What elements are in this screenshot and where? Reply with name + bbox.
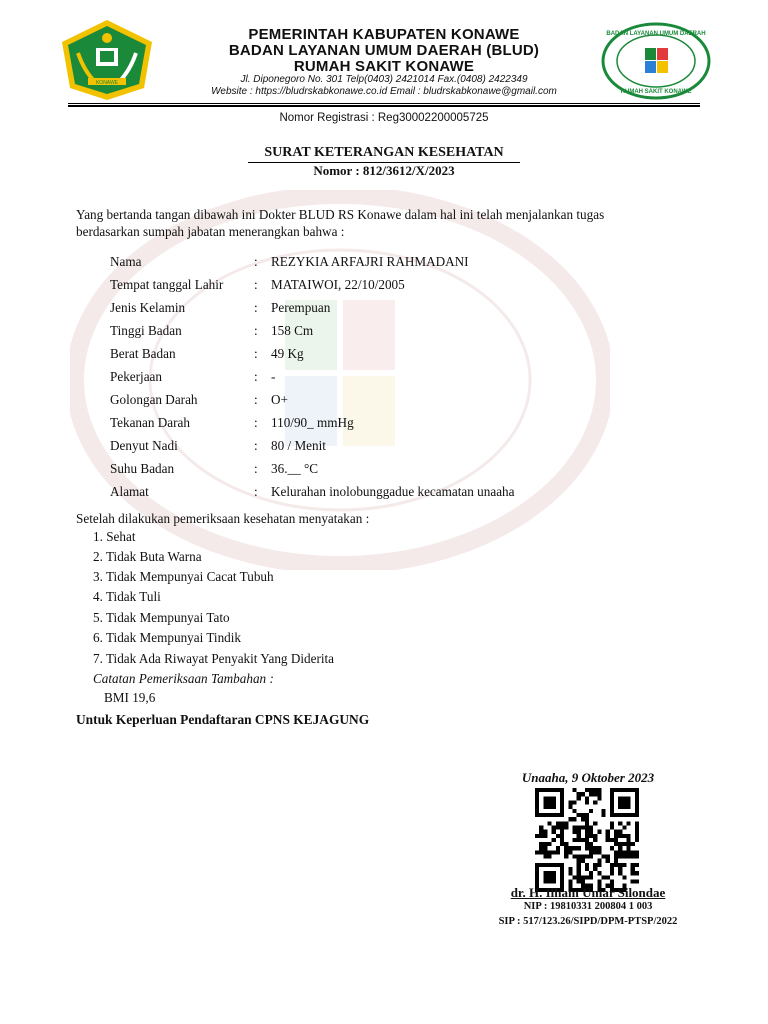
doctor-sip: SIP : 517/123.26/SIPD/DPM-PTSP/2022 bbox=[498, 916, 678, 927]
purpose-statement: Untuk Keperluan Pendaftaran CPNS KEJAGUNG bbox=[76, 712, 370, 727]
list-item: 6. Tidak Mempunyai Tindik bbox=[93, 630, 242, 645]
doctor-nip: NIP : 19810331 200804 1 003 bbox=[523, 901, 653, 912]
field-label: Tinggi Badan bbox=[110, 323, 182, 338]
intro-line-2: berdasarkan sumpah jabatan menerangkan bahwa : bbox=[76, 224, 345, 239]
field-value: O+ bbox=[271, 392, 288, 407]
field-colon: : bbox=[254, 461, 258, 476]
field-colon: : bbox=[254, 300, 258, 315]
field-colon: : bbox=[254, 254, 258, 269]
field-label: Nama bbox=[110, 254, 142, 269]
bmi-value: BMI 19,6 bbox=[104, 690, 156, 705]
field-value: Kelurahan inolobunggadue kecamatan unaaha bbox=[271, 484, 515, 499]
list-item: 2. Tidak Buta Warna bbox=[93, 549, 202, 564]
field-label: Alamat bbox=[110, 484, 149, 499]
field-colon: : bbox=[254, 484, 258, 499]
document-number: Nomor : 812/3612/X/2023 bbox=[313, 163, 455, 178]
field-label: Tempat tanggal Lahir bbox=[110, 277, 224, 292]
field-colon: : bbox=[254, 346, 258, 361]
field-value: - bbox=[271, 369, 276, 384]
list-item: 7. Tidak Ada Riwayat Penyakit Yang Diderita bbox=[93, 651, 335, 666]
field-label: Denyut Nadi bbox=[110, 438, 178, 453]
place-date: Unaaha, 9 Oktober 2023 bbox=[521, 770, 655, 785]
field-label: Suhu Badan bbox=[110, 461, 175, 476]
header-hospital: RUMAH SAKIT KONAWE bbox=[293, 58, 475, 75]
header-contact: Website : https://bludrskabkonawe.co.id Email : bludrskabkonawe@gmail.com bbox=[211, 86, 557, 97]
field-value: 110/90_ mmHg bbox=[271, 415, 354, 430]
field-label: Pekerjaan bbox=[110, 369, 162, 384]
field-label: Berat Badan bbox=[110, 346, 176, 361]
svg-text:BADAN LAYANAN UMUM DAERAH: BADAN LAYANAN UMUM DAERAH bbox=[606, 31, 706, 37]
doctor-name: dr. H. Ilham Umar Silondae bbox=[510, 885, 666, 900]
field-label: Jenis Kelamin bbox=[110, 300, 186, 315]
field-value: 49 Kg bbox=[271, 346, 304, 361]
list-item: 3. Tidak Mempunyai Cacat Tubuh bbox=[93, 569, 274, 584]
list-item: 5. Tidak Mempunyai Tato bbox=[93, 610, 230, 625]
field-value: 36.__ °C bbox=[271, 461, 319, 476]
field-colon: : bbox=[254, 277, 258, 292]
field-value: Perempuan bbox=[271, 300, 331, 315]
registration-number: Nomor Registrasi : Reg30002200005725 bbox=[279, 112, 489, 124]
svg-text:KONAWE: KONAWE bbox=[95, 80, 119, 86]
field-colon: : bbox=[254, 323, 258, 338]
header-divider bbox=[68, 103, 700, 104]
intro-line-1: Yang bertanda tangan dibawah ini Dokter BLUD RS Konawe dalam hal ini telah menjalankan tugas bbox=[76, 207, 605, 222]
result-intro: Setelah dilakukan pemeriksaan kesehatan menyatakan : bbox=[76, 511, 370, 526]
field-colon: : bbox=[254, 392, 258, 407]
extra-notes-label: Catatan Pemeriksaan Tambahan : bbox=[93, 671, 274, 686]
field-colon: : bbox=[254, 415, 258, 430]
list-item: 1. Sehat bbox=[93, 529, 136, 544]
header-address: Jl. Diponegoro No. 301 Telp(0403) 2421014 Fax.(0408) 2422349 bbox=[240, 74, 528, 85]
list-item: 4. Tidak Tuli bbox=[93, 589, 161, 604]
document-title: SURAT KETERANGAN KESEHATAN bbox=[264, 145, 504, 160]
intro-paragraph bbox=[76, 206, 696, 240]
header-agency: BADAN LAYANAN UMUM DAERAH (BLUD) bbox=[228, 42, 540, 59]
field-value: MATAIWOI, 22/10/2005 bbox=[271, 277, 405, 292]
header-government: PEMERINTAH KABUPATEN KONAWE bbox=[248, 26, 520, 43]
field-value: 158 Cm bbox=[271, 323, 314, 338]
field-label: Tekanan Darah bbox=[110, 415, 190, 430]
field-value: 80 / Menit bbox=[271, 438, 326, 453]
field-label: Golongan Darah bbox=[110, 392, 198, 407]
svg-text:RUMAH SAKIT KONAWE: RUMAH SAKIT KONAWE bbox=[620, 89, 692, 95]
field-colon: : bbox=[254, 369, 258, 384]
field-value: REZYKIA ARFAJRI RAHMADANI bbox=[271, 254, 469, 269]
field-colon: : bbox=[254, 438, 258, 453]
qr-code bbox=[535, 788, 639, 892]
header-divider-thick bbox=[68, 105, 700, 107]
